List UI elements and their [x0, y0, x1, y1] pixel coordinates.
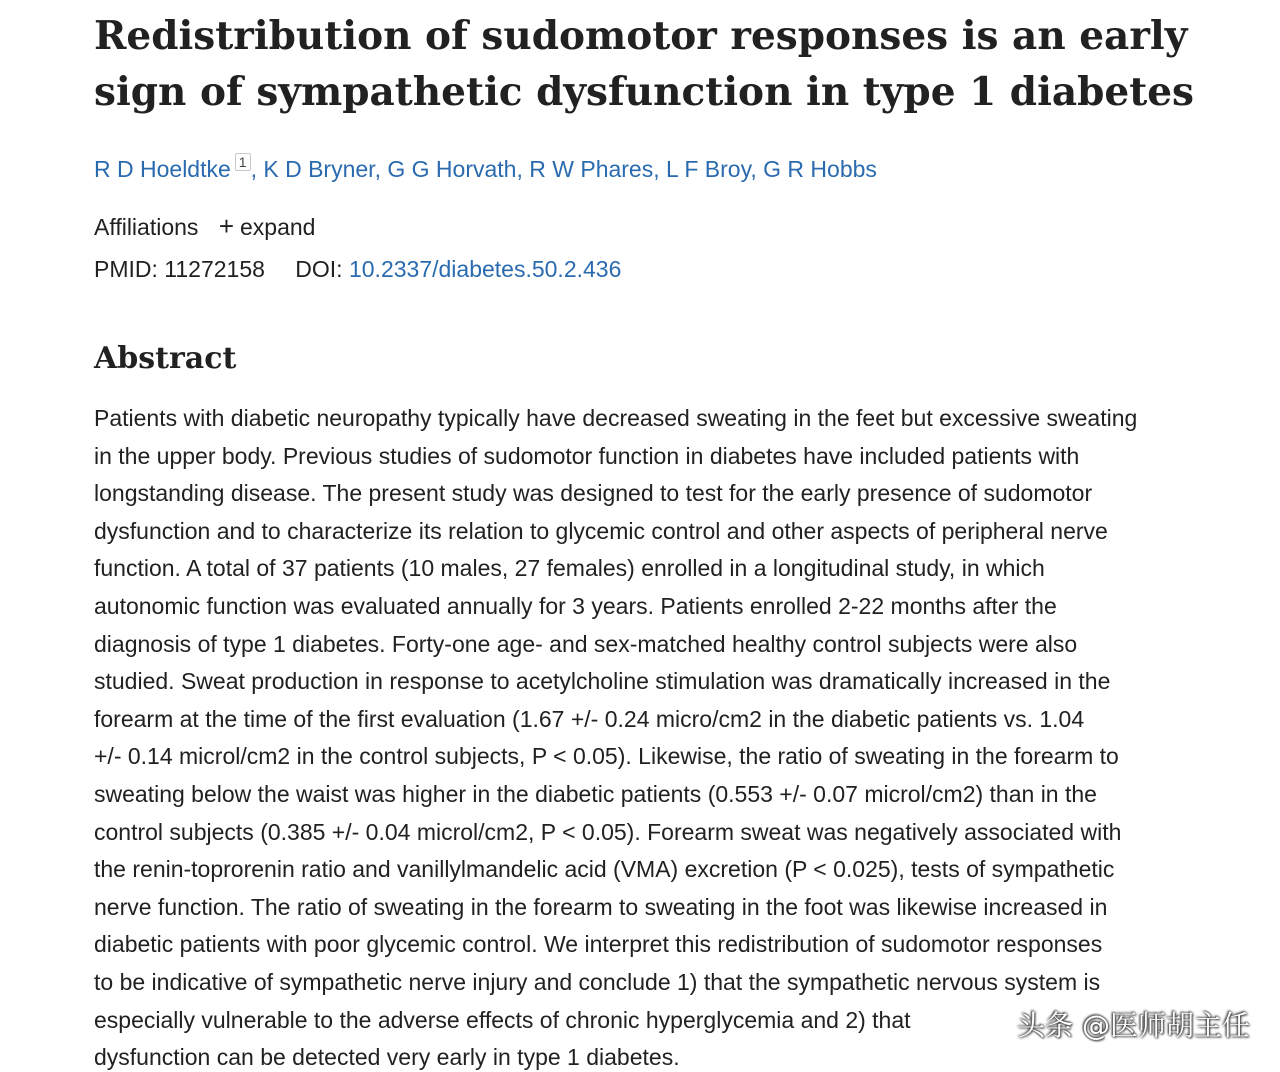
abstract-line: especially vulnerable to the adverse effects of chronic hyperglycemia and 2) that [94, 1006, 911, 1033]
abstract-line: sweating below the waist was higher in the diabetic patients (0.553 +/- 0.07 microl/cm2) than in the [94, 780, 1097, 807]
abstract-line: the renin-toprorenin ratio and vanillylmandelic acid (VMA) excretion (P < 0.025), tests of sympathetic [94, 856, 1115, 883]
abstract-line: function. A total of 37 patients (10 males, 27 females) enrolled in a longitudinal study, in which [94, 555, 1045, 582]
abstract-line: Patients with diabetic neuropathy typically have decreased sweating in the feet but excessive sweating [94, 405, 1138, 431]
expand-label: expand [240, 214, 316, 240]
abstract-line: control subjects (0.385 +/- 0.04 microl/cm2, P < 0.05). Forearm sweat was negatively associated with [94, 818, 1122, 845]
identifiers-row [94, 251, 621, 287]
abstract-line: dysfunction and to characterize its relation to glycemic control and other aspects of peripheral nerve [94, 517, 1108, 544]
abstract-line: forearm at the time of the first evaluation (1.67 +/- 0.24 micro/cm2 in the diabetic patients vs. 1.04 [94, 705, 1085, 732]
abstract-line: diagnosis of type 1 diabetes. Forty-one age- and sex-matched healthy control subjects were also [94, 630, 1078, 657]
author-link[interactable]: R D Hoeldtke [94, 156, 231, 182]
affiliations-row [94, 208, 315, 245]
abstract-line: longstanding disease. The present study was designed to test for the early presence of sudomotor [94, 480, 1093, 507]
pmid-value: 11272158 [164, 256, 265, 282]
abstract-line: studied. Sweat production in response to acetylcholine stimulation was dramatically increased in the [94, 668, 1111, 695]
abstract-line: to be indicative of sympathetic nerve injury and conclude 1) that the sympathetic nervous system is [94, 968, 1101, 995]
author-link[interactable]: G R Hobbs [763, 156, 877, 182]
author-link[interactable]: L F Broy [666, 156, 751, 182]
abstract-line: nerve function. The ratio of sweating in the forearm to sweating in the foot was likewise increased in [94, 893, 1108, 920]
doi-label: DOI: [295, 256, 343, 282]
abstract-line: in the upper body. Previous studies of sudomotor function in diabetes have included patients with [94, 442, 1080, 469]
expand-affiliations-button[interactable] [218, 211, 316, 241]
abstract-line: dysfunction can be detected very early in type 1 diabetes. [94, 1044, 680, 1071]
plus-icon: + [218, 211, 234, 241]
abstract-heading: Abstract [94, 341, 237, 376]
article-title: Redistribution of sudomotor responses is an early sign of sympathetic dysfunction in type 1 diabetes [94, 13, 1195, 115]
pmid-label: PMID: [94, 256, 158, 282]
watermark: 头条 @医师胡主任 [1017, 1009, 1250, 1042]
abstract-line: autonomic function was evaluated annually for 3 years. Patients enrolled 2-22 months after the [94, 592, 1057, 619]
abstract-text [94, 400, 1234, 1072]
author-link[interactable]: K D Bryner [263, 156, 375, 182]
abstract-line: +/- 0.14 microl/cm2 in the control subjects, P < 0.05). Likewise, the ratio of sweating in the forearm to [94, 743, 1119, 770]
author-list: R D Hoeldtke $^1$ , K D Bryner, G G Horvath, R W Phares, L F Broy, G R Hobbs [94, 154, 877, 182]
doi-link[interactable]: 10.2337/diabetes.50.2.436 [348, 256, 622, 282]
author-link[interactable]: G G Horvath [387, 156, 517, 182]
affiliations-label: Affiliations [94, 214, 199, 240]
affiliation-marker[interactable]: 1 [235, 153, 251, 171]
author-link[interactable]: R W Phares [529, 156, 654, 182]
abstract-line: diabetic patients with poor glycemic control. We interpret this redistribution of sudomotor responses [94, 931, 1103, 958]
